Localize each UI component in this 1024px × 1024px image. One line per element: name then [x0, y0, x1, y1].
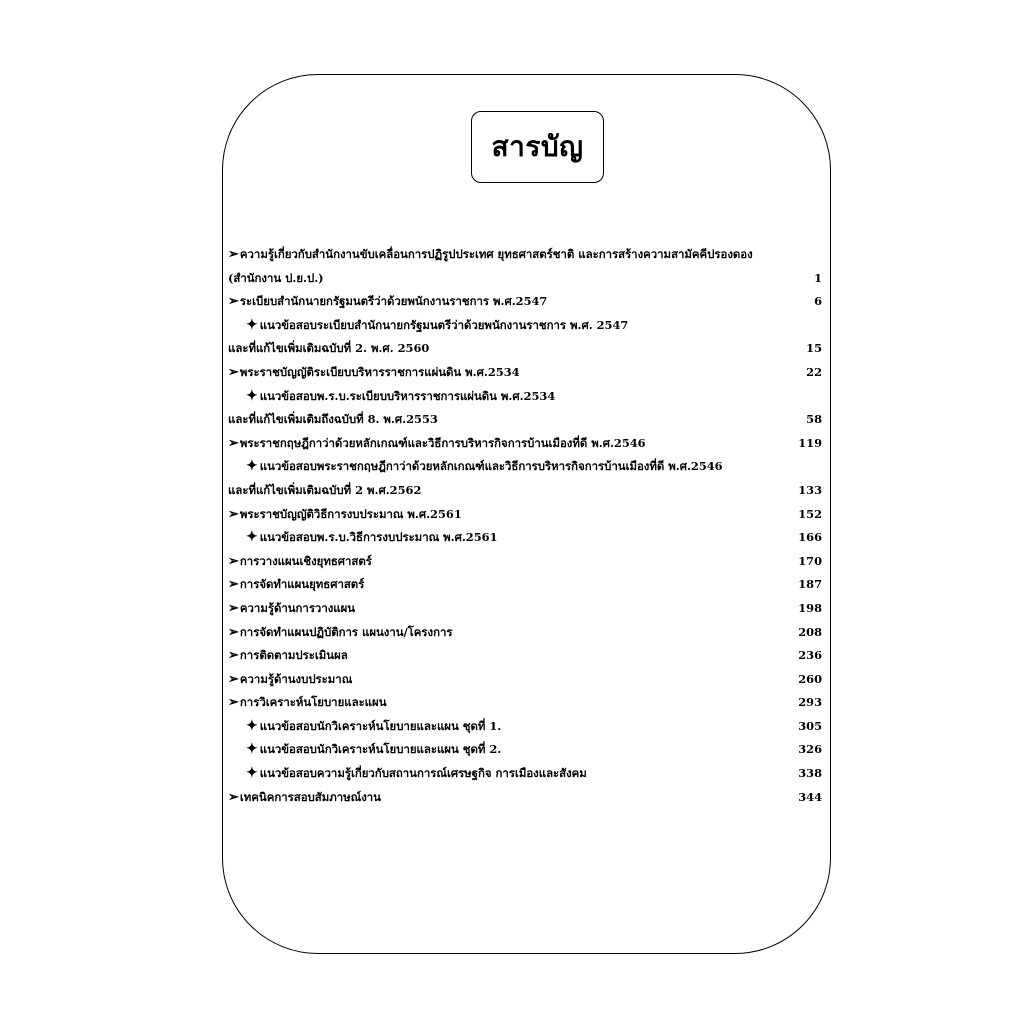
arrow-bullet-icon: ➢: [228, 600, 239, 616]
toc-entry-text: [228, 479, 421, 503]
toc-entry: [228, 762, 824, 786]
toc-entry-text: [228, 455, 723, 479]
toc-entry: [228, 738, 824, 762]
toc-entry: [228, 526, 824, 550]
toc-entry: [228, 385, 824, 409]
toc-entry-text: [228, 361, 520, 385]
toc-page-number: 58: [806, 412, 822, 427]
toc-entry-label: พระราชบัญญัติวิธีการงบประมาณ พ.ศ.2561: [239, 506, 462, 521]
toc-page-number: 198: [798, 600, 822, 615]
toc-page-number: 344: [798, 789, 822, 804]
toc-entry-text: [228, 337, 429, 361]
toc-entry-text: [228, 408, 438, 432]
toc-entry: [228, 573, 824, 597]
toc-page-number: 305: [798, 718, 822, 733]
toc-entry: [228, 503, 824, 527]
arrow-bullet-icon: ➢: [228, 247, 239, 262]
star-bullet-icon: ✦: [246, 529, 258, 546]
toc-entry: [228, 621, 824, 645]
page-title: สารบัญ: [491, 130, 584, 163]
star-bullet-icon: ✦: [246, 458, 258, 475]
toc-entry-text: [228, 503, 462, 527]
toc-entry-text: [228, 550, 372, 574]
toc-entry: [228, 644, 824, 668]
arrow-bullet-icon: ➢: [228, 624, 239, 640]
star-bullet-icon: ✦: [246, 765, 258, 782]
toc-entry-label: แนวข้อสอบนักวิเคราะห์นโยบายและแผน ชุดที่ 2.: [259, 742, 502, 757]
toc-entry-text: [228, 668, 352, 692]
toc-entry-label: แนวข้อสอบพ.ร.บ.วิธีการงบประมาณ พ.ศ.2561: [259, 530, 498, 545]
arrow-bullet-icon: ➢: [228, 553, 239, 569]
star-bullet-icon: ✦: [246, 316, 258, 333]
toc-entry: [228, 455, 824, 479]
toc-entry-label: แนวข้อสอบความรู้เกี่ยวกับสถานการณ์เศรษฐกิจ การเมืองและสังคม: [259, 766, 587, 781]
star-bullet-icon: ✦: [246, 387, 258, 404]
toc-entry: [228, 361, 824, 385]
toc-entry-text: [228, 290, 547, 314]
toc-entry: [228, 691, 824, 715]
toc-entry: [228, 715, 824, 739]
toc-entry: [228, 550, 824, 574]
toc-entry-text: [228, 644, 348, 668]
toc-entry-label: ระเบียบสำนักนายกรัฐมนตรีว่าด้วยพนักงานราชการ พ.ศ.2547: [239, 294, 548, 309]
toc-entry-label: พระราชกฤษฎีกาว่าด้วยหลักเกณฑ์และวิธีการบริหารกิจการบ้านเมืองที่ดี พ.ศ.2546: [239, 435, 646, 450]
toc-page-number: 152: [798, 506, 822, 521]
toc-entry-text: [228, 573, 364, 597]
toc-page-number: 166: [798, 530, 822, 545]
toc-page-number: 170: [798, 553, 822, 568]
toc-entry: [228, 243, 824, 267]
title-box: [471, 111, 604, 183]
toc-entry: [228, 267, 824, 291]
toc-entry-text: [228, 243, 753, 267]
table-of-contents: [228, 243, 824, 809]
arrow-bullet-icon: ➢: [228, 294, 239, 310]
toc-entry: [228, 668, 824, 692]
toc-entry-label: การจัดทำแผนยุทธศาสตร์: [239, 577, 365, 592]
arrow-bullet-icon: ➢: [228, 506, 239, 522]
toc-entry-label: เทคนิคการสอบสัมภาษณ์งาน: [239, 789, 381, 804]
toc-entry: [228, 408, 824, 432]
toc-entry-label: การวางแผนเชิงยุทธศาสตร์: [239, 553, 372, 568]
toc-entry-text: [228, 267, 324, 291]
arrow-bullet-icon: ➢: [228, 789, 239, 805]
toc-page-number: 6: [814, 294, 822, 309]
arrow-bullet-icon: ➢: [228, 648, 239, 664]
star-bullet-icon: ✦: [246, 717, 258, 734]
toc-entry-label: ความรู้ด้านงบประมาณ: [239, 671, 353, 686]
toc-entry: [228, 337, 824, 361]
toc-entry: [228, 786, 824, 810]
arrow-bullet-icon: ➢: [228, 671, 239, 687]
toc-entry-label: การจัดทำแผนปฏิบัติการ แผนงาน/โครงการ: [239, 624, 453, 639]
toc-entry-text: [228, 385, 555, 409]
toc-entry-label: พระราชบัญญัติระเบียบบริหารราชการแผ่นดิน พ.ศ.2534: [239, 364, 520, 379]
toc-page-number: 208: [798, 624, 822, 639]
toc-entry-label: (สำนักงาน ป.ย.ป.): [228, 270, 324, 285]
toc-entry: [228, 314, 824, 338]
toc-entry-label: การติดตามประเมินผล: [239, 648, 348, 663]
toc-entry: [228, 479, 824, 503]
toc-entry-label: แนวข้อสอบนักวิเคราะห์นโยบายและแผน ชุดที่ 1.: [259, 718, 502, 733]
star-bullet-icon: ✦: [246, 741, 258, 758]
toc-entry-label: และที่แก้ไขเพิ่มเติมฉบับที่ 2. พ.ศ. 2560: [228, 341, 430, 356]
toc-page-number: 119: [798, 435, 822, 450]
arrow-bullet-icon: ➢: [228, 695, 239, 711]
toc-page-number: 293: [798, 695, 822, 710]
arrow-bullet-icon: ➢: [228, 435, 239, 451]
toc-entry-text: [228, 715, 501, 739]
toc-entry-label: และที่แก้ไขเพิ่มเติมฉบับที่ 2 พ.ศ.2562: [228, 482, 422, 497]
toc-entry-label: แนวข้อสอบระเบียบสำนักนายกรัฐมนตรีว่าด้วยพนักงานราชการ พ.ศ. 2547: [259, 317, 629, 332]
toc-entry-label: และที่แก้ไขเพิ่มเติมถึงฉบับที่ 8. พ.ศ.2553: [228, 412, 438, 427]
toc-entry-text: [228, 314, 628, 338]
toc-entry-label: ความรู้เกี่ยวกับสำนักงานขับเคลื่อนการปฏิรูปประเทศ ยุทธศาสตร์ชาติ และการสร้างความสามัคคีปรองดอง: [239, 247, 753, 261]
toc-entry-text: [228, 762, 587, 786]
toc-entry: [228, 432, 824, 456]
toc-entry-label: การวิเคราะห์นโยบายและแผน: [239, 695, 387, 710]
toc-entry-text: [228, 597, 355, 621]
toc-entry-label: แนวข้อสอบพระราชกฤษฎีกาว่าด้วยหลักเกณฑ์และวิธีการบริหารกิจการบ้านเมืองที่ดี พ.ศ.2546: [259, 459, 723, 474]
toc-entry-text: [228, 526, 498, 550]
toc-page-number: 236: [798, 648, 822, 663]
toc-page-number: 187: [798, 577, 822, 592]
toc-page-number: 15: [806, 341, 822, 356]
toc-entry-text: [228, 786, 381, 810]
toc-page-number: 133: [798, 482, 822, 497]
toc-page-number: 338: [798, 766, 822, 781]
arrow-bullet-icon: ➢: [228, 577, 239, 593]
toc-entry: [228, 597, 824, 621]
toc-page-number: 22: [806, 364, 822, 379]
toc-entry-label: แนวข้อสอบพ.ร.บ.ระเบียบบริหารราชการแผ่นดิน พ.ศ.2534: [259, 388, 556, 403]
arrow-bullet-icon: ➢: [228, 364, 239, 380]
toc-entry: [228, 290, 824, 314]
toc-entry-text: [228, 621, 453, 645]
toc-entry-label: ความรู้ด้านการวางแผน: [239, 600, 356, 615]
toc-page-number: 260: [798, 671, 822, 686]
toc-page-number: 326: [798, 742, 822, 757]
toc-entry-text: [228, 738, 501, 762]
toc-entry-text: [228, 432, 646, 456]
toc-page-number: 1: [814, 270, 822, 285]
toc-entry-text: [228, 691, 387, 715]
